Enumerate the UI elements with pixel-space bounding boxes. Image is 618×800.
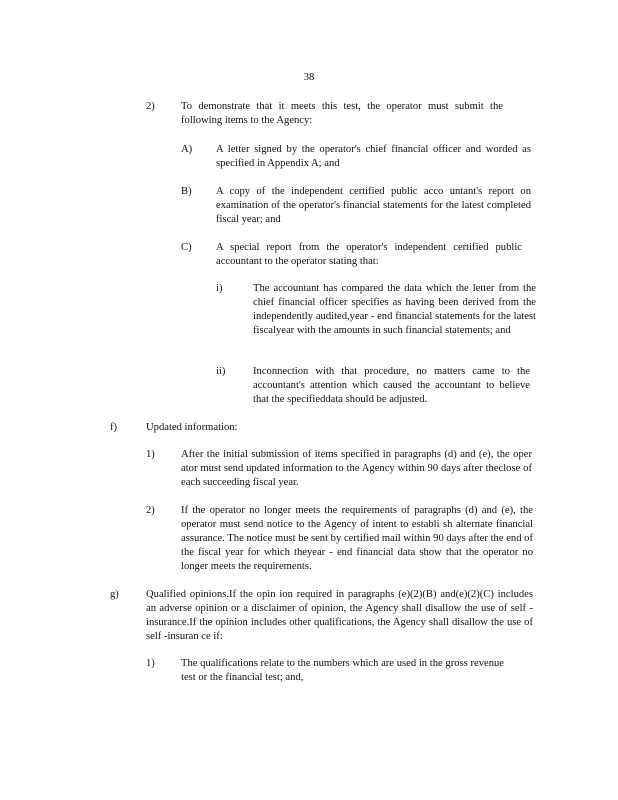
paragraph-label: 2) xyxy=(146,505,155,516)
paragraph-label: f) xyxy=(110,422,118,433)
paragraph-text: After the initial submission of items specified in paragraphs (d) and (e), the oper ator must send updated information to the Agency within 90 days after theclose of each succeeding fiscal year. xyxy=(181,449,532,488)
paragraph-label: i) xyxy=(216,283,223,294)
paragraph-label: B) xyxy=(181,186,192,197)
paragraph-text: If the operator no longer meets the requirements of paragraphs (d) and (e), the operator must send notice to the Agency of intent to establi sh alternate financial assurance. The notice must be sent by certified mail within 90 days after the end of the fiscal year for which theyear - end financial data show that the operator no longer meets the requirements. xyxy=(181,505,533,572)
paragraph-text: A letter signed by the operator's chief financial officer and worded as specified in Appendix A; and xyxy=(216,144,531,169)
paragraph-label: 1) xyxy=(146,449,155,460)
paragraph-text: The qualifications relate to the numbers which are used in the gross revenue test or the financial test; and, xyxy=(181,658,504,683)
paragraph-label: ii) xyxy=(216,366,226,377)
paragraph-text: A special report from the operator's independent certified public accountant to the operator stating that: xyxy=(216,242,522,267)
paragraph-label: 1) xyxy=(146,658,155,669)
paragraph-text: Updated information: xyxy=(146,422,238,433)
paragraph-text: The accountant has compared the data which the letter from the chief financial officer specifies as having been derived from the independently audited,year - end financial statements for the latest fiscalyear with the amounts in such financial statements; and xyxy=(253,283,536,336)
paragraph-label: g) xyxy=(110,589,119,600)
paragraph-label: C) xyxy=(181,242,192,253)
paragraph-label: 2) xyxy=(146,101,155,112)
paragraph-text: To demonstrate that it meets this test, the operator must submit the following items to the Agency: xyxy=(181,101,503,126)
paragraph-text: Inconnection with that procedure, no matters came to the accountant's attention which caused the accountant to believe that the specifieddata should be adjusted. xyxy=(253,366,530,405)
page-number: 38 xyxy=(303,72,315,83)
paragraph-text: A copy of the independent certified public acco untant's report on examination of the operator's financial statements for the latest completed fiscal year; and xyxy=(216,186,531,225)
paragraph-label: A) xyxy=(181,144,193,155)
paragraph-text: Qualified opinions.If the opin ion required in paragraphs (e)(2)(B) and(e)(2)(C) includes an adverse opinion or a disclaimer of opinion, the Agency shall disallow the use of self -insurance.If the opinion includes other qualifications, the Agency shall disallow the use of self -insuran ce if: xyxy=(146,589,533,642)
